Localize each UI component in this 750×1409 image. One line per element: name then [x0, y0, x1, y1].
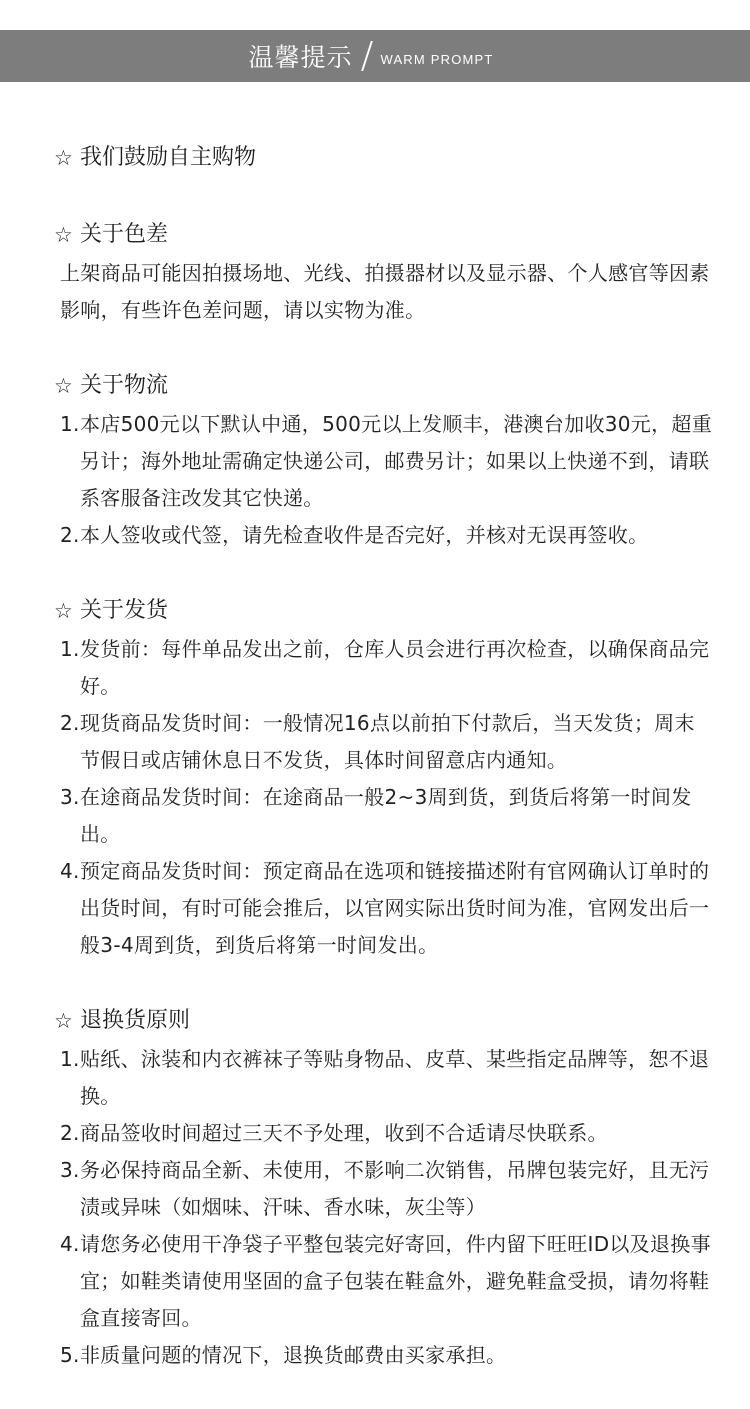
- item-number: 1.: [60, 1047, 80, 1071]
- list-item: [54, 1152, 714, 1226]
- star-icon: ☆: [54, 1009, 73, 1033]
- section-heading: [54, 366, 714, 406]
- section-paragraph: 上架商品可能因拍摄场地、光线、拍摄器材以及显示器、个人感官等因素影响，有些许色差问题，请以实物为准。: [60, 261, 710, 322]
- item-text: 本店500元以下默认中通，500元以上发顺丰，港澳台加收30元，超重另计；海外地址需确定快递公司，邮费另计；如果以上快递不到，请联系客服备注改发其它快递。: [80, 412, 712, 510]
- list-item: [54, 1115, 714, 1152]
- item-number: 3.: [60, 785, 80, 809]
- item-number: 2.: [60, 1121, 80, 1145]
- item-text: 非质量问题的情况下，退换货邮费由买家承担。: [80, 1343, 507, 1367]
- item-number: 1.: [60, 412, 80, 436]
- list-item: [54, 1226, 714, 1337]
- item-text: 在途商品发货时间：在途商品一般2~3周到货，到货后将第一时间发出。: [80, 785, 692, 846]
- item-text: 发货前：每件单品发出之前，仓库人员会进行再次检查，以确保商品完好。: [80, 637, 710, 698]
- notice-content: [54, 138, 714, 1409]
- item-text: 现货商品发货时间：一般情况16点以前拍下付款后，当天发货；周末节假日或店铺休息日不发货，具体时间留意店内通知。: [80, 711, 695, 772]
- list-item: [54, 1337, 714, 1374]
- section-shipping: [54, 591, 714, 964]
- banner-title-group: [248, 38, 493, 74]
- heading-text: 关于色差: [80, 222, 169, 247]
- section-self-shopping: [54, 138, 714, 178]
- list-item: [54, 631, 714, 705]
- banner-title: 温馨提示: [248, 43, 353, 72]
- star-icon: ☆: [54, 223, 73, 247]
- heading-text: 关于发货: [80, 598, 169, 623]
- section-heading: [54, 1001, 714, 1041]
- item-number: 4.: [60, 859, 80, 883]
- list-item: [54, 705, 714, 779]
- item-number: 2.: [60, 711, 80, 735]
- item-number: 4.: [60, 1232, 80, 1256]
- section-heading: [54, 138, 714, 178]
- section-returns: [54, 1001, 714, 1374]
- star-icon: ☆: [54, 146, 73, 170]
- item-text: 本人签收或代签，请先检查收件是否完好，并核对无误再签收。: [80, 523, 649, 547]
- list-item: [54, 853, 714, 964]
- star-icon: ☆: [54, 374, 73, 398]
- star-icon: ☆: [54, 599, 73, 623]
- item-number: 3.: [60, 1158, 80, 1182]
- heading-text: 退换货原则: [80, 1008, 191, 1033]
- section-heading: [54, 591, 714, 631]
- slash-divider: [362, 41, 374, 71]
- list-item: [54, 517, 714, 554]
- item-number: 5.: [60, 1343, 80, 1367]
- section-color-difference: [54, 215, 714, 329]
- section-logistics: [54, 366, 714, 554]
- item-text: 请您务必使用干净袋子平整包装完好寄回，件内留下旺旺ID以及退换事宜；如鞋类请使用坚固的盒子包装在鞋盒外，避免鞋盒受损，请勿将鞋盒直接寄回。: [80, 1232, 711, 1330]
- list-item: [54, 406, 714, 517]
- item-text: 务必保持商品全新、未使用，不影响二次销售，吊牌包装完好，且无污渍或异味（如烟味、汗味、香水味，灰尘等）: [80, 1158, 710, 1219]
- item-text: 商品签收时间超过三天不予处理，收到不合适请尽快联系。: [80, 1121, 608, 1145]
- item-text: 预定商品发货时间：预定商品在选项和链接描述附有官网确认订单时的出货时间，有时可能会推后，以官网实际出货时间为准，官网发出后一般3-4周到货，到货后将第一时间发出。: [80, 859, 710, 957]
- banner-subtitle: WARM PROMPT: [380, 51, 494, 67]
- list-item: [54, 1041, 714, 1115]
- item-number: 2.: [60, 523, 80, 547]
- item-number: 1.: [60, 637, 80, 661]
- item-text: 贴纸、泳装和内衣裤袜子等贴身物品、皮草、某些指定品牌等，恕不退换。: [80, 1047, 710, 1108]
- section-heading: [54, 215, 714, 255]
- heading-text: 关于物流: [80, 373, 169, 398]
- list-item: [54, 779, 714, 853]
- heading-text: 我们鼓励自主购物: [80, 145, 257, 170]
- header-banner: [0, 30, 750, 82]
